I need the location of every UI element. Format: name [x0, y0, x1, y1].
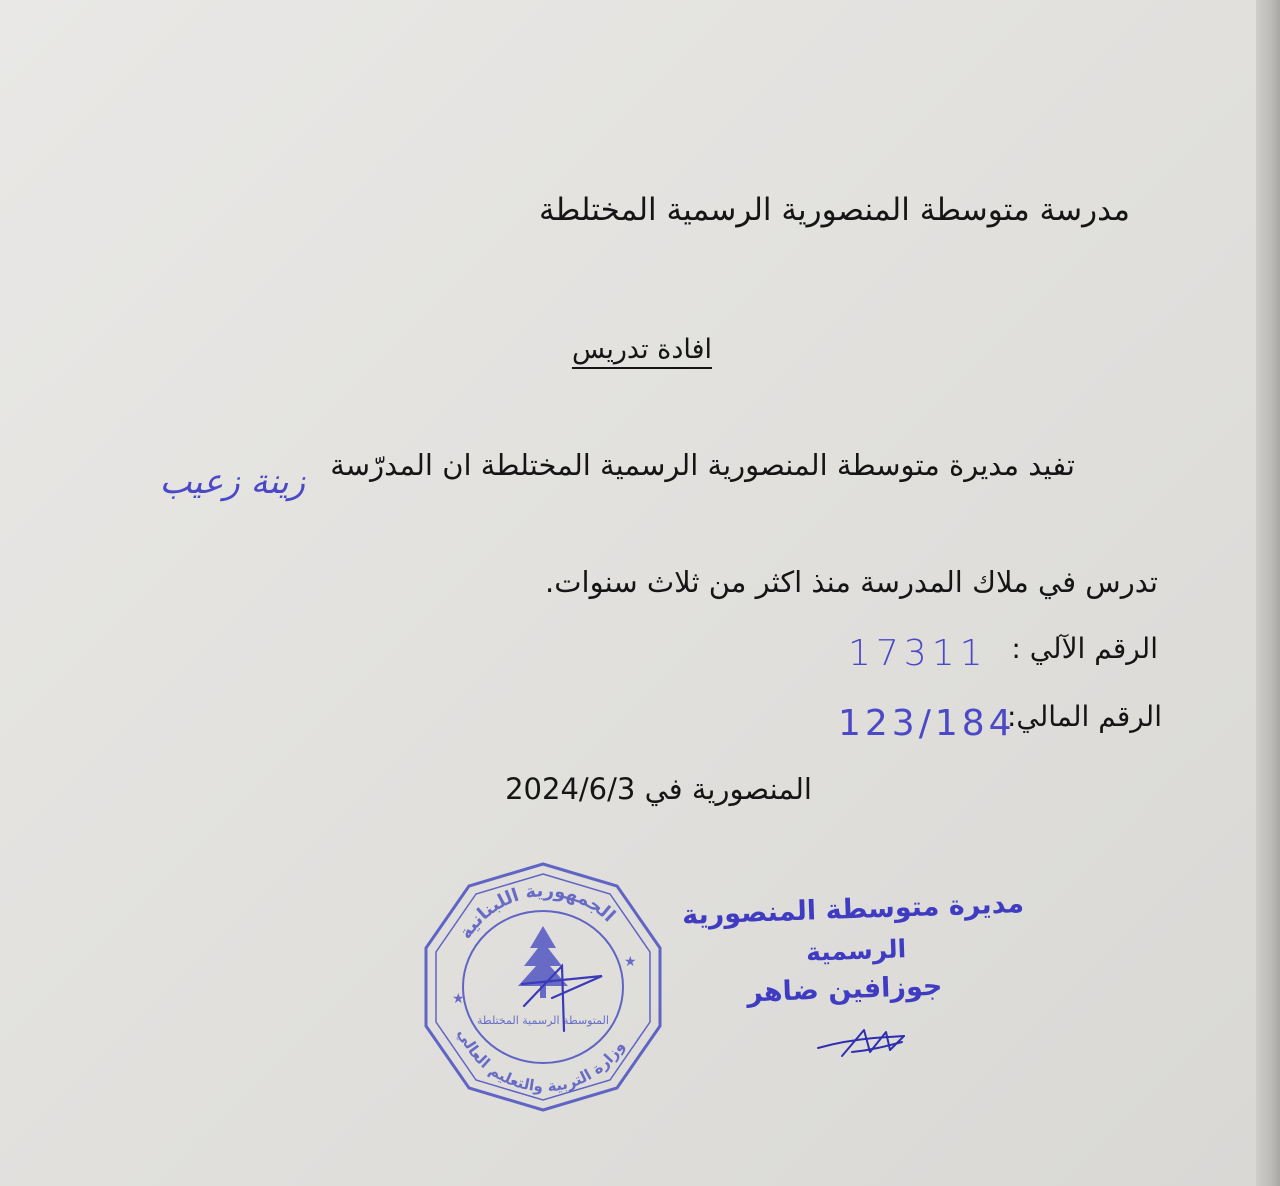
- stamp-graphic: [412, 856, 674, 1118]
- stamp-star-left: ★: [452, 991, 465, 1007]
- stamp-top-arc-text: الجمهورية اللبنانية: [455, 880, 620, 943]
- statement-line-1: تفيد مديرة متوسطة المنصورية الرسمية المختلطة ان المدرّسة: [330, 448, 1075, 482]
- auto-number-label: الرقم الآلي :: [1011, 632, 1158, 665]
- place-date-line: المنصورية في 2024/6/3: [505, 772, 812, 806]
- document-title: افادة تدريس: [571, 334, 712, 365]
- paper-edge-shadow: [1256, 0, 1280, 1186]
- handwritten-signature: [812, 1022, 912, 1068]
- signatory-title-line-2: الرسمية: [805, 934, 907, 967]
- school-header: مدرسة متوسطة المنصورية الرسمية المختلطة: [539, 192, 1130, 228]
- financial-number-label: الرقم المالي:: [1006, 700, 1162, 733]
- teacher-name-handwritten: زينة زعيب: [159, 462, 305, 502]
- signatory-name: جوزافين ضاهر: [746, 970, 943, 1009]
- signatory-title-line-1: مديرة متوسطة المنصورية: [681, 888, 1025, 931]
- stamp-inner-text: المتوسطة الرسمية المختلطة: [477, 1014, 609, 1027]
- auto-number-value: 17311: [848, 633, 988, 674]
- financial-number-value: 123/184: [838, 703, 1016, 744]
- official-stamp: [412, 856, 674, 1118]
- svg-text:وزارة التربية والتعليم العالي: [454, 1026, 628, 1096]
- statement-line-2: تدرس في ملاك المدرسة منذ اكثر من ثلاث سنوات.: [545, 565, 1158, 599]
- stamp-star-right: ★: [624, 954, 637, 970]
- stamp-bottom-arc-text: وزارة التربية والتعليم العالي: [454, 1025, 629, 1096]
